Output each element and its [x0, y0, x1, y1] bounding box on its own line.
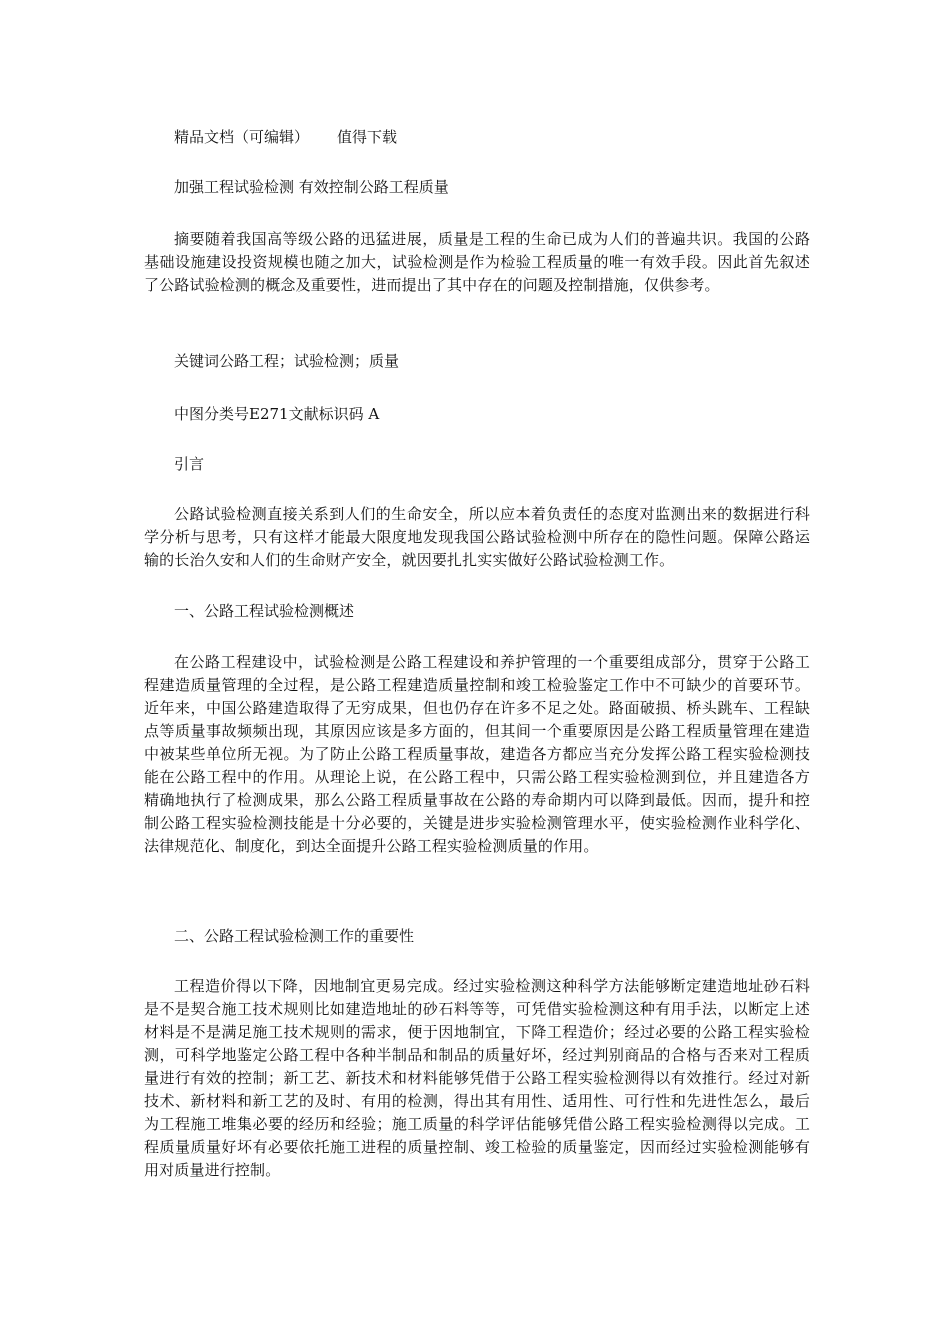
section2-paragraph: 工程造价得以下降，因地制宜更易完成。经过实验检测这种科学方法能够断定建造地址砂石料是不是契合施工技术规则比如建造地址的砂石料等等，可凭借实验检测这种有用手法，以断定上述材料是不是满足施工技术规则的需求，便于因地制宜，下降工程造价；经过必要的公路工程实验检测，可科学地鉴定公路工程中各种半制品和制品的质量好坏，经过判别商品的合格与否来对工程质量进行有效的控制；新工艺、新技术和材料能够凭借于公路工程实验检测得以有效推行。经过对新技术、新材料和新工艺的及时、有用的检测，得出其有用性、适用性、可行性和先进性怎么，最后为工程施工堆集必要的经历和经验；施工质量的科学评估能够凭借公路工程实验检测得以完成。工程质量质量好坏有必要依托施工进程的质量控制、竣工检验的质量鉴定，因而经过实验检测能够有用对质量进行控制。 — [144, 977, 810, 1179]
keywords-line: 关键词公路工程；试验检测；质量 — [174, 352, 400, 370]
document-header — [144, 126, 840, 149]
section2-heading: 二、公路工程试验检测工作的重要性 — [174, 927, 415, 945]
intro-paragraph: 公路试验检测直接关系到人们的生命安全，所以应本着负责任的态度对监测出来的数据进行科学分析与思考，只有这样才能最大限度地发现我国公路试验检测中所存在的隐性问题。保障公路运输的长治久安和人们的生命财产安全，就因要扎扎实实做好公路试验检测工作。 — [144, 505, 810, 569]
header-tag: 值得下载 — [337, 128, 398, 146]
header-label: 精品文档（可编辑） — [174, 128, 310, 146]
classification-line: 中图分类号E271文献标识码 A — [174, 405, 380, 423]
section1-heading: 一、公路工程试验检测概述 — [174, 602, 355, 620]
document-title: 加强工程试验检测 有效控制公路工程质量 — [174, 178, 449, 196]
intro-heading: 引言 — [174, 455, 205, 473]
section1-paragraph: 在公路工程建设中，试验检测是公路工程建设和养护管理的一个重要组成部分，贯穿于公路工程建造质量管理的全过程，是公路工程建造质量控制和竣工检验鉴定工作中不可缺少的首要环节。近年来，中国公路建造取得了无穷成果，但也仍存在许多不足之处。路面破损、桥头跳车、工程缺点等质量事故频频出现，其原因应该是多方面的，但其间一个重要原因是公路工程质量管理在建造中被某些单位所无视。为了防止公路工程质量事故，建造各方都应当充分发挥公路工程实验检测技能在公路工程中的作用。从理论上说，在公路工程中，只需公路工程实验检测到位，并且建造各方精确地执行了检测成果，那么公路工程质量事故在公路的寿命期内可以降到最低。因而，提升和控制公路工程实验检测技能是十分必要的，关键是进步实验检测管理水平，使实验检测作业科学化、法律规范化、制度化，到达全面提升公路工程实验检测质量的作用。 — [144, 653, 810, 855]
abstract-paragraph: 摘要随着我国高等级公路的迅猛进展，质量是工程的生命已成为人们的普遍共识。我国的公路基础设施建设投资规模也随之加大，试验检测是作为检验工程质量的唯一有效手段。因此首先叙述了公路试验检测的概念及重要性，进而提出了其中存在的问题及控制措施，仅供参考。 — [144, 230, 810, 294]
